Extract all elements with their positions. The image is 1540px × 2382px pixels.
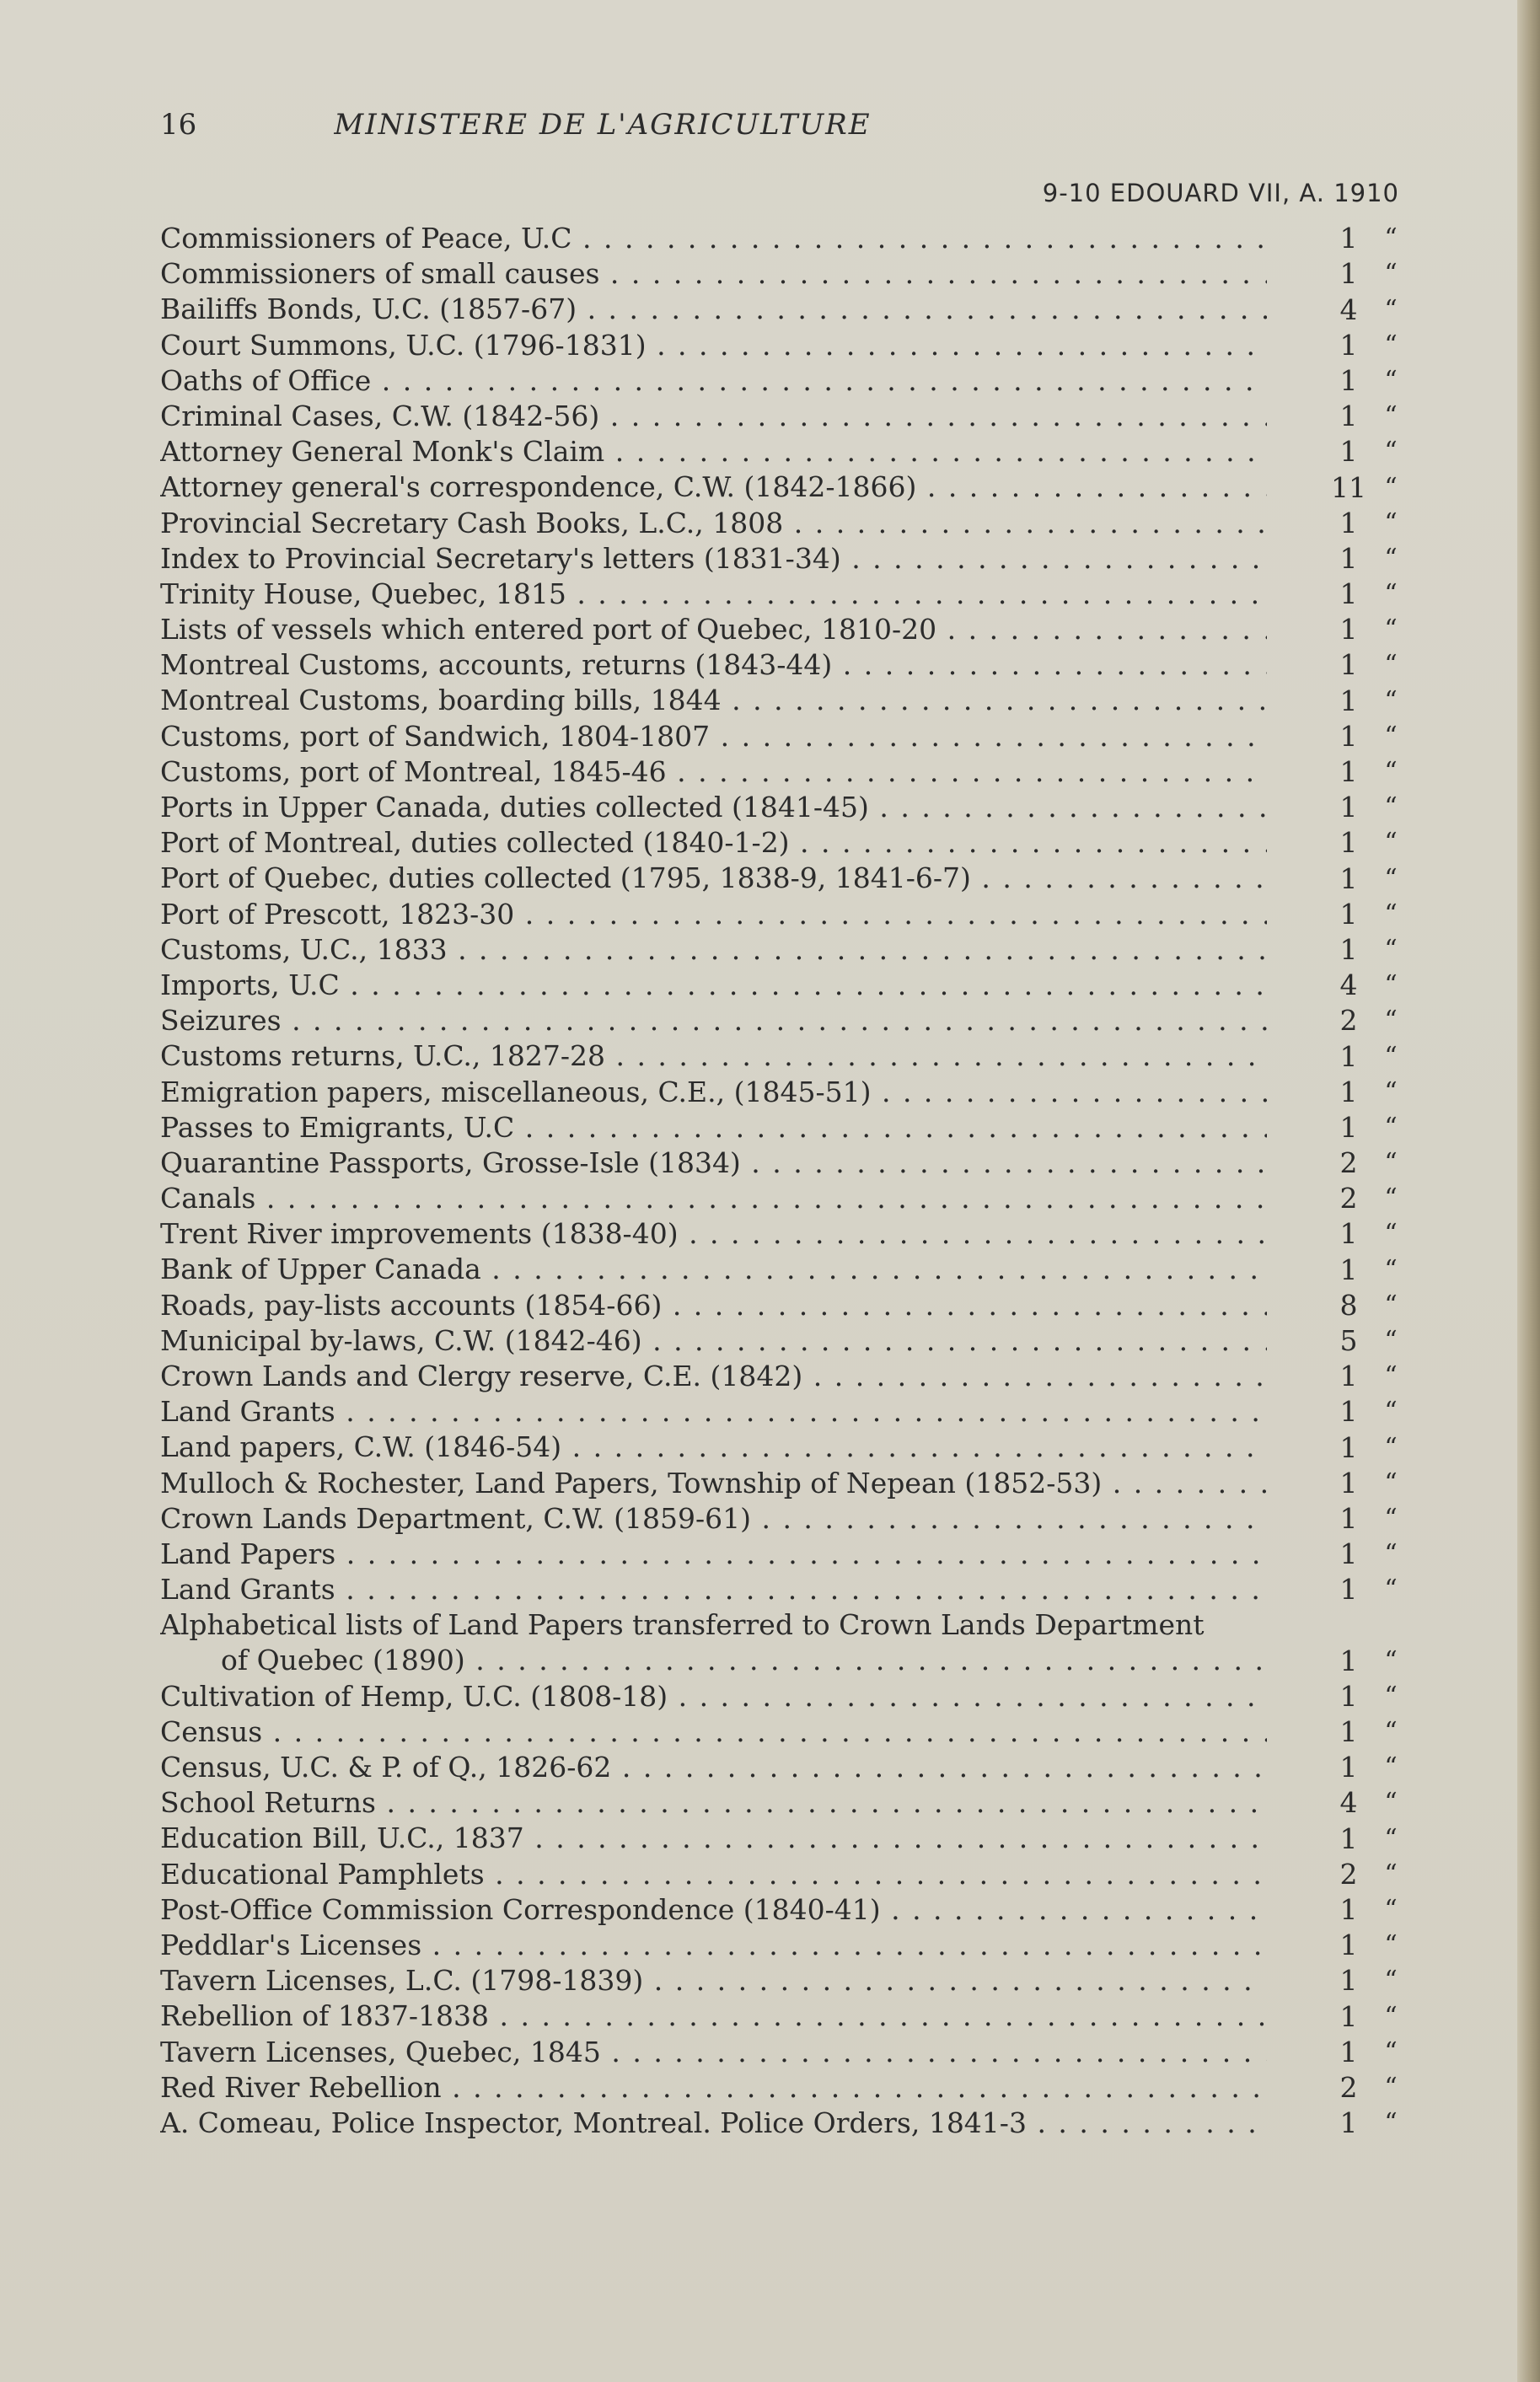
entry-count: 1 (1339, 363, 1358, 397)
entry-text: Port of Quebec, duties collected (1795, 1838-9, 1841-6-7) . . . (160, 861, 1267, 894)
entry-text: Educational Pamphlets . . . (160, 1858, 1267, 1891)
ditto-mark: “ (1384, 2108, 1398, 2138)
entry-description (160, 754, 1267, 790)
entry-description (160, 932, 1267, 968)
entry-text: Index to Provincial Secretary's letters (1831-34) . . . (160, 542, 1267, 575)
entry-count: 1 (1339, 1821, 1358, 1855)
entry-description (160, 790, 1267, 825)
list-item (160, 1572, 1425, 1607)
entry-count: 1 (1339, 1715, 1358, 1749)
page-number: 16 (160, 108, 197, 142)
page-header (160, 108, 1045, 150)
ditto-mark: “ (1384, 1503, 1398, 1533)
entry-description (160, 1466, 1267, 1501)
entry-description (160, 1607, 1267, 1678)
list-item (160, 2106, 1425, 2141)
entry-description (160, 399, 1267, 434)
entry-description (160, 1430, 1267, 1465)
ditto-mark: “ (1384, 437, 1398, 467)
ditto-mark: “ (1384, 1254, 1398, 1285)
entry-count: 1 (1339, 1644, 1358, 1677)
entry-count: 1 (1339, 1964, 1358, 1998)
list-item (160, 541, 1425, 577)
entry-text: Criminal Cases, C.W. (1842-56) . . . (160, 400, 1267, 432)
entry-description (160, 328, 1267, 363)
list-item (160, 1714, 1425, 1750)
entry-count: 1 (1339, 2035, 1358, 2068)
ditto-mark: “ (1384, 472, 1398, 502)
ditto-mark: “ (1384, 863, 1398, 893)
entry-count: 1 (1339, 1466, 1358, 1499)
list-item (160, 399, 1425, 434)
entry-description (160, 1821, 1267, 1856)
ditto-mark: “ (1384, 1183, 1398, 1214)
ditto-mark: “ (1384, 1361, 1398, 1392)
entry-text: Post-Office Commission Correspondence (1840-41) . . . (160, 1893, 1267, 1926)
ditto-mark: “ (1384, 543, 1398, 573)
entry-description (160, 1963, 1267, 1998)
entry-count: 1 (1339, 613, 1358, 646)
entry-count: 4 (1339, 968, 1358, 1002)
entry-count: 1 (1339, 1501, 1358, 1535)
ditto-mark: “ (1384, 1752, 1398, 1783)
list-item (160, 1892, 1425, 1928)
ditto-mark: “ (1384, 1326, 1398, 1355)
list-item (160, 1679, 1425, 1714)
entry-description (160, 1288, 1267, 1323)
ditto-mark: “ (1384, 1681, 1398, 1711)
entry-count: 1 (1339, 1679, 1358, 1713)
entry-text: Land papers, C.W. (1846-54) . . . (160, 1430, 1267, 1463)
entry-description (160, 1928, 1267, 1963)
entry-text: Cultivation of Hemp, U.C. (1808-18) . . . (160, 1680, 1267, 1713)
entry-text: Attorney general's correspondence, C.W. (1842-1866) . . . (160, 470, 1267, 503)
entry-description (160, 1750, 1267, 1785)
entry-description (160, 221, 1267, 256)
entry-count: 1 (1339, 755, 1358, 788)
list-item (160, 825, 1425, 861)
entry-text: Mulloch & Rochester, Land Papers, Township of Nepean (1852-53) . . . (160, 1467, 1267, 1499)
entry-count: 4 (1339, 292, 1358, 326)
entry-count: 1 (1339, 684, 1358, 717)
entry-text: Port of Montreal, duties collected (1840-1-2) . . . (160, 826, 1267, 859)
running-title: MINISTERE DE L'AGRICULTURE (334, 108, 872, 142)
entry-description (160, 1998, 1267, 2034)
entry-text: Roads, pay-lists accounts (1854-66) . . . (160, 1289, 1267, 1322)
entry-description (160, 1892, 1267, 1928)
list-item (160, 683, 1425, 718)
ditto-mark: “ (1384, 1112, 1398, 1142)
entry-text: Commissioners of Peace, U.C . . . (160, 222, 1267, 255)
entry-text: Oaths of Office . . . (160, 364, 1267, 397)
list-item (160, 1963, 1425, 1998)
list-item (160, 1252, 1425, 1287)
list-item (160, 1288, 1425, 1323)
ditto-mark: “ (1384, 330, 1398, 360)
entry-text: Quarantine Passports, Grosse-Isle (1834) . . . (160, 1146, 1267, 1179)
entry-text: Customs, U.C., 1833 . . . (160, 933, 1267, 966)
entry-count: 5 (1339, 1324, 1358, 1357)
entry-text: Bank of Upper Canada . . . (160, 1253, 1267, 1285)
ditto-mark: “ (1384, 792, 1398, 823)
ditto-mark: “ (1384, 828, 1398, 858)
entry-text-continued: of Quebec (1890) . . . (221, 1644, 1267, 1677)
ditto-mark: “ (1384, 259, 1398, 289)
ditto-mark: “ (1384, 1432, 1398, 1462)
entry-count: 8 (1339, 1288, 1358, 1322)
entry-description (160, 612, 1267, 647)
entry-text: Tavern Licenses, Quebec, 1845 . . . (160, 2036, 1267, 2068)
entry-text: Montreal Customs, accounts, returns (1843-44) . . . (160, 648, 1267, 681)
list-item (160, 1928, 1425, 1963)
ditto-mark: “ (1384, 401, 1398, 432)
ditto-mark: “ (1384, 1006, 1398, 1036)
list-item (160, 256, 1425, 292)
entry-count: 1 (1339, 826, 1358, 860)
ditto-mark: “ (1384, 1539, 1398, 1569)
entry-description (160, 1003, 1267, 1038)
entry-count: 2 (1339, 2070, 1358, 2104)
entry-count: 1 (1339, 541, 1358, 575)
list-item (160, 1075, 1425, 1110)
entry-text: Red River Rebellion . . . (160, 2071, 1267, 2104)
entry-description (160, 1572, 1267, 1607)
entry-count: 2 (1339, 1857, 1358, 1891)
list-item (160, 292, 1425, 327)
ditto-mark: “ (1384, 1645, 1398, 1676)
entry-count: 1 (1339, 2106, 1358, 2140)
list-item (160, 2070, 1425, 2106)
entry-text: Trent River improvements (1838-40) . . . (160, 1217, 1267, 1250)
entry-description (160, 577, 1267, 612)
list-item (160, 1537, 1425, 1572)
list-item (160, 1394, 1425, 1430)
ditto-mark: “ (1384, 970, 1398, 1001)
entry-count: 1 (1339, 1039, 1358, 1073)
entry-text: Port of Prescott, 1823-30 . . . (160, 898, 1267, 931)
entry-description (160, 1785, 1267, 1821)
ditto-mark: “ (1384, 721, 1398, 751)
entry-description (160, 434, 1267, 469)
entry-count: 1 (1339, 1430, 1358, 1464)
ditto-mark: “ (1384, 1290, 1398, 1320)
entry-count: 2 (1339, 1004, 1358, 1038)
list-item (160, 932, 1425, 968)
ditto-mark: “ (1384, 1823, 1398, 1854)
entry-description (160, 968, 1267, 1003)
entry-count: 1 (1339, 506, 1358, 539)
list-item (160, 577, 1425, 612)
entry-count: 1 (1339, 1751, 1358, 1784)
entry-description (160, 683, 1267, 718)
list-item (160, 1359, 1425, 1394)
entry-text: Municipal by-laws, C.W. (1842-46) . . . (160, 1324, 1267, 1357)
list-item (160, 328, 1425, 363)
ditto-mark: “ (1384, 223, 1398, 254)
list-item (160, 790, 1425, 825)
list-item (160, 1323, 1425, 1359)
entry-text: Alphabetical lists of Land Papers transferred to Crown Lands Department (160, 1608, 1205, 1642)
list-item (160, 363, 1425, 399)
list-item (160, 2035, 1425, 2070)
entry-description (160, 1252, 1267, 1287)
entry-description (160, 506, 1267, 541)
entry-count: 1 (1339, 791, 1358, 824)
entry-text: Crown Lands Department, C.W. (1859-61) . . . (160, 1502, 1267, 1535)
ditto-mark: “ (1384, 1966, 1398, 1996)
ditto-mark: “ (1384, 685, 1398, 716)
list-item (160, 612, 1425, 647)
entry-count: 1 (1339, 1110, 1358, 1144)
entry-text: Ports in Upper Canada, duties collected (1841-45) . . . (160, 791, 1267, 824)
entry-text: Customs returns, U.C., 1827-28 . . . (160, 1039, 1267, 1072)
ditto-mark: “ (1384, 1148, 1398, 1178)
entry-count: 4 (1339, 1786, 1358, 1820)
entry-count: 1 (1339, 400, 1358, 433)
list-item (160, 1785, 1425, 1821)
ditto-mark: “ (1384, 899, 1398, 929)
list-item (160, 1003, 1425, 1038)
list-item (160, 1216, 1425, 1252)
ditto-mark: “ (1384, 1397, 1398, 1427)
entry-text: Provincial Secretary Cash Books, L.C., 1808 . . . (160, 507, 1267, 539)
entry-description (160, 1394, 1267, 1430)
list-item (160, 754, 1425, 790)
ditto-mark: “ (1384, 1930, 1398, 1961)
ditto-mark: “ (1384, 1859, 1398, 1889)
entry-text: Land Grants . . . (160, 1573, 1267, 1606)
entry-count: 1 (1339, 1395, 1358, 1429)
entry-description (160, 1679, 1267, 1714)
entry-count: 1 (1339, 328, 1358, 362)
entry-description (160, 825, 1267, 861)
entry-count: 1 (1339, 1360, 1358, 1393)
page-edge (1517, 0, 1540, 2382)
ditto-mark: “ (1384, 934, 1398, 964)
list-item (160, 434, 1425, 469)
entry-count: 2 (1339, 1146, 1358, 1180)
entry-description (160, 1501, 1267, 1537)
ditto-mark: “ (1384, 294, 1398, 325)
entry-count: 1 (1339, 1253, 1358, 1286)
session-heading: 9-10 EDOUARD VII, A. 1910 (1042, 179, 1399, 207)
entry-description (160, 1216, 1267, 1252)
list-item (160, 861, 1425, 896)
list-item (160, 506, 1425, 541)
entry-description (160, 719, 1267, 754)
entry-description (160, 256, 1267, 292)
entry-text: Customs, port of Montreal, 1845-46 . . . (160, 755, 1267, 788)
entry-text: Census, U.C. & P. of Q., 1826-62 . . . (160, 1751, 1267, 1784)
ditto-mark: “ (1384, 365, 1398, 395)
entry-count: 1 (1339, 1217, 1358, 1251)
entry-description (160, 647, 1267, 683)
entry-text: Lists of vessels which entered port of Quebec, 1810-20 . . . (160, 613, 1267, 646)
ditto-mark: “ (1384, 1041, 1398, 1071)
list-item (160, 1821, 1425, 1856)
list-item (160, 1430, 1425, 1465)
entry-count: 1 (1339, 1893, 1358, 1927)
entry-text: Rebellion of 1837-1838 . . . (160, 1999, 1267, 2032)
entry-description (160, 1714, 1267, 1750)
entry-count: 1 (1339, 222, 1358, 255)
entry-description (160, 292, 1267, 327)
entry-text: Canals . . . (160, 1182, 1267, 1215)
entry-count: 1 (1339, 719, 1358, 753)
entry-text: Tavern Licenses, L.C. (1798-1839) . . . (160, 1964, 1267, 1997)
entry-count: 2 (1339, 1182, 1358, 1215)
ditto-mark: “ (1384, 2001, 1398, 2031)
list-item (160, 1998, 1425, 2034)
entry-count: 1 (1339, 257, 1358, 291)
list-item (160, 897, 1425, 932)
entry-count: 1 (1339, 1999, 1358, 2033)
ditto-mark: “ (1384, 2036, 1398, 2067)
entry-description (160, 469, 1267, 505)
list-item (160, 1501, 1425, 1537)
ditto-mark: “ (1384, 2072, 1398, 2102)
entry-count: 11 (1331, 470, 1366, 504)
ditto-mark: “ (1384, 1467, 1398, 1498)
entry-text: Land Grants . . . (160, 1395, 1267, 1428)
list-item (160, 1038, 1425, 1074)
entry-description (160, 1359, 1267, 1394)
entry-text: Customs, port of Sandwich, 1804-1807 . . . (160, 720, 1267, 753)
ditto-mark: “ (1384, 1788, 1398, 1818)
list-item (160, 719, 1425, 754)
entry-description (160, 2106, 1267, 2141)
entry-count: 1 (1339, 648, 1358, 682)
entry-text: Education Bill, U.C., 1837 . . . (160, 1821, 1267, 1854)
ditto-mark: “ (1384, 614, 1398, 645)
entry-description (160, 1857, 1267, 1892)
list-item (160, 1607, 1425, 1678)
records-list (160, 221, 1425, 2141)
entry-text: Trinity House, Quebec, 1815 . . . (160, 577, 1267, 610)
entry-text: Attorney General Monk's Claim . . . (160, 435, 1267, 468)
entry-text: School Returns . . . (160, 1786, 1267, 1819)
entry-description (160, 363, 1267, 399)
ditto-mark: “ (1384, 1895, 1398, 1925)
list-item (160, 647, 1425, 683)
ditto-mark: “ (1384, 1575, 1398, 1605)
list-item (160, 1145, 1425, 1181)
entry-text: Peddlar's Licenses . . . (160, 1929, 1267, 1961)
entry-description (160, 2070, 1267, 2106)
list-item (160, 1750, 1425, 1785)
ditto-mark: “ (1384, 1076, 1398, 1107)
entry-count: 1 (1339, 435, 1358, 469)
list-item (160, 1110, 1425, 1145)
entry-count: 1 (1339, 861, 1358, 895)
entry-text: Seizures . . . (160, 1004, 1267, 1037)
entry-description (160, 1038, 1267, 1074)
entry-text: Bailiffs Bonds, U.C. (1857-67) . . . (160, 292, 1267, 325)
list-item (160, 1466, 1425, 1501)
entry-count: 1 (1339, 577, 1358, 611)
entry-count: 1 (1339, 897, 1358, 931)
entry-description (160, 1145, 1267, 1181)
entry-description (160, 897, 1267, 932)
entry-description (160, 1323, 1267, 1359)
list-item (160, 221, 1425, 256)
list-item (160, 469, 1425, 505)
entry-description (160, 1537, 1267, 1572)
entry-text: Passes to Emigrants, U.C . . . (160, 1111, 1267, 1144)
entry-text: Court Summons, U.C. (1796-1831) . . . (160, 329, 1267, 362)
entry-count: 1 (1339, 1075, 1358, 1108)
entry-count: 1 (1339, 932, 1358, 966)
ditto-mark: “ (1384, 1219, 1398, 1249)
entry-description (160, 1075, 1267, 1110)
list-item (160, 968, 1425, 1003)
entry-count: 1 (1339, 1929, 1358, 1962)
list-item (160, 1181, 1425, 1216)
ditto-mark: “ (1384, 579, 1398, 609)
entry-text: Crown Lands and Clergy reserve, C.E. (1842) . . . (160, 1360, 1267, 1392)
entry-text: Montreal Customs, boarding bills, 1844 . . . (160, 684, 1267, 716)
entry-text: Land Papers . . . (160, 1537, 1267, 1570)
ditto-mark: “ (1384, 757, 1398, 786)
ditto-mark: “ (1384, 650, 1398, 680)
entry-text: Emigration papers, miscellaneous, C.E., (1845-51) . . . (160, 1076, 1267, 1108)
entry-description (160, 541, 1267, 577)
entry-text: Commissioners of small causes . . . (160, 257, 1267, 290)
entry-text: Imports, U.C . . . (160, 968, 1267, 1001)
entry-count: 1 (1339, 1537, 1358, 1571)
entry-count: 1 (1339, 1573, 1358, 1607)
ditto-mark: “ (1384, 507, 1398, 538)
entry-description (160, 1110, 1267, 1145)
entry-text: A. Comeau, Police Inspector, Montreal. Police Orders, 1841-3 . . . (160, 2106, 1267, 2139)
list-item (160, 1857, 1425, 1892)
entry-description (160, 861, 1267, 896)
entry-description (160, 1181, 1267, 1216)
ditto-mark: “ (1384, 1717, 1398, 1747)
entry-description (160, 2035, 1267, 2070)
entry-text: Census . . . (160, 1715, 1267, 1748)
